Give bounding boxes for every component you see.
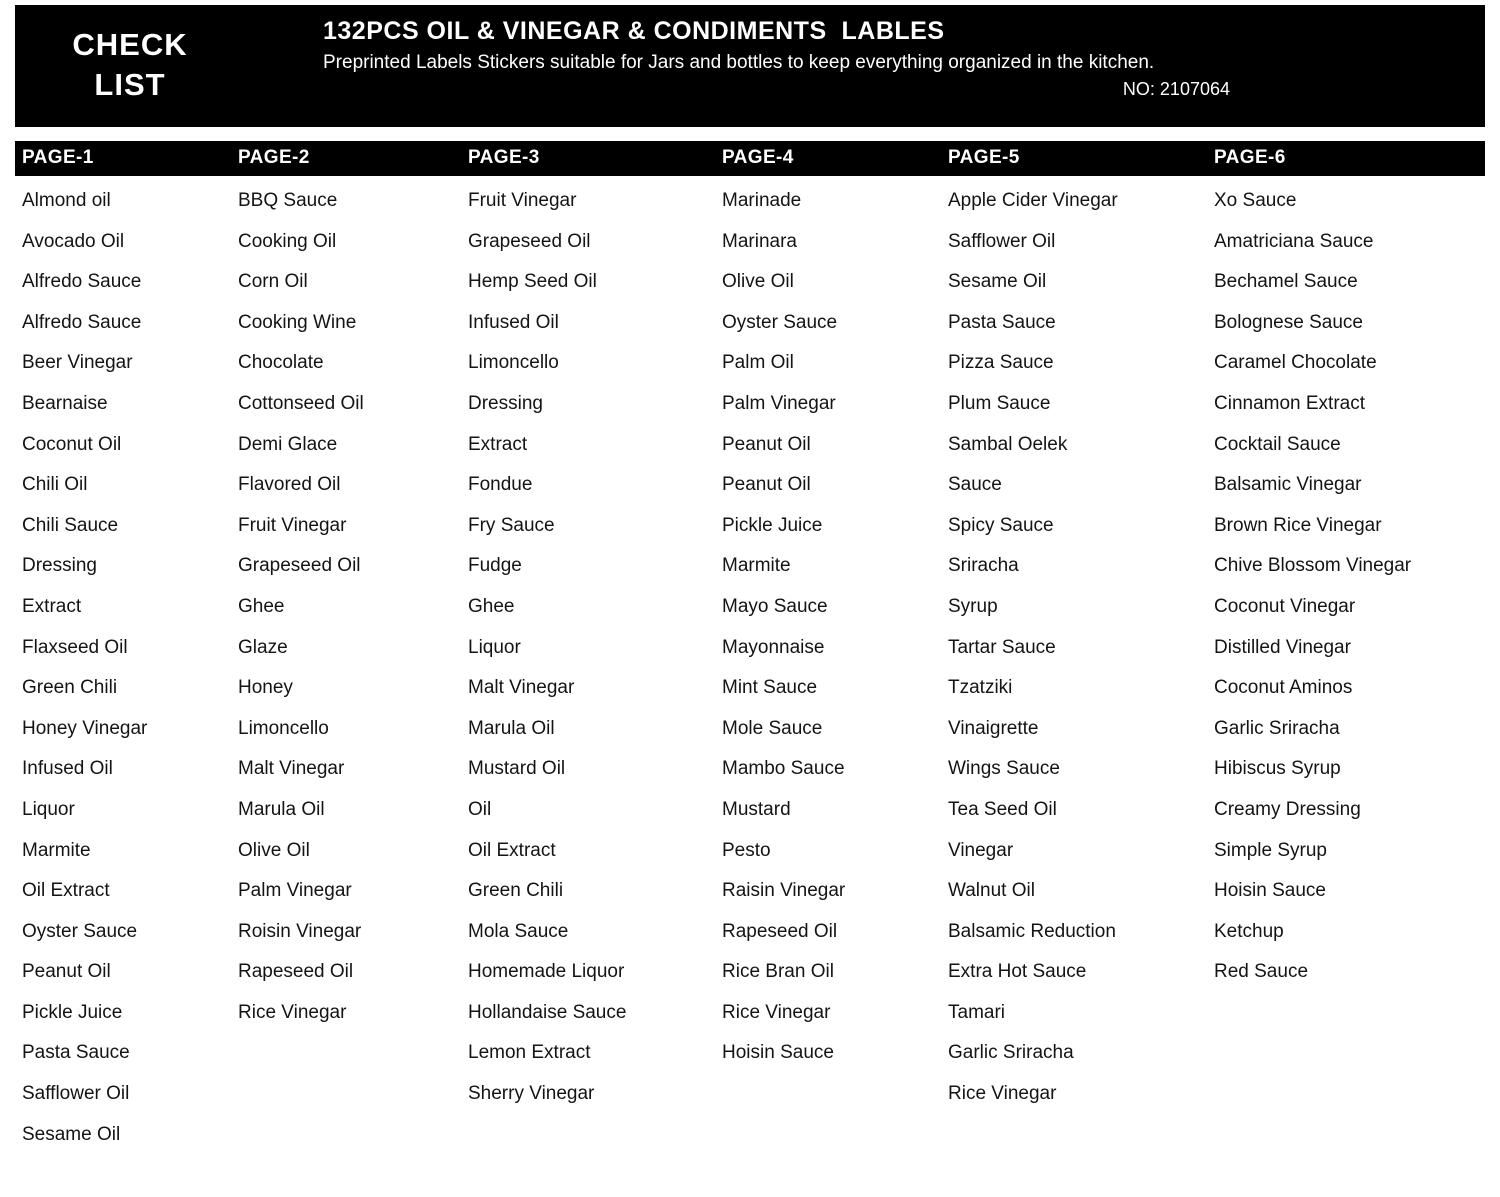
list-item: Ghee: [238, 595, 285, 617]
page-header-6: PAGE-6: [1214, 147, 1286, 168]
list-item: Rice Vinegar: [722, 1001, 831, 1023]
list-item: Fry Sauce: [468, 514, 555, 536]
list-item: BBQ Sauce: [238, 190, 338, 211]
list-item: Extra Hot Sauce: [948, 961, 1087, 983]
list-item: Olive Oil: [722, 271, 794, 293]
page-header-4: PAGE-4: [722, 147, 794, 168]
list-item: Roisin Vinegar: [238, 920, 362, 942]
page-header-grid: [15, 141, 1485, 176]
list-item: Wings Sauce: [948, 758, 1060, 780]
list-item: Red Sauce: [1214, 961, 1309, 983]
list-item: Rapeseed Oil: [238, 961, 354, 983]
list-item: Hemp Seed Oil: [468, 271, 597, 293]
list-item: Mayonnaise: [722, 636, 825, 658]
list-item: Sherry Vinegar: [468, 1083, 595, 1105]
list-item: Grapeseed Oil: [468, 230, 591, 252]
list-item: Oil Extract: [468, 839, 556, 861]
list-item: Oil: [468, 798, 492, 820]
list-item: Palm Vinegar: [722, 392, 836, 414]
page-column-6: [1214, 181, 1478, 1155]
list-item: Liquor: [468, 636, 521, 658]
list-item: Sesame Oil: [948, 271, 1047, 293]
list-item: Fruit Vinegar: [468, 190, 577, 211]
document-header: [15, 5, 1485, 127]
list-item: Extract: [22, 595, 82, 617]
list-item: Cottonseed Oil: [238, 392, 364, 414]
list-item: Cinnamon Extract: [1214, 392, 1366, 414]
list-item: Balsamic Reduction: [948, 920, 1116, 942]
list-item: Pizza Sauce: [948, 352, 1054, 374]
list-item: Oyster Sauce: [722, 311, 838, 333]
list-item: Pesto: [722, 839, 771, 861]
list-item: Tzatziki: [948, 677, 1013, 699]
list-item: Tamari: [948, 1001, 1006, 1023]
list-item: Rapeseed Oil: [722, 920, 838, 942]
page-column-2: [238, 181, 468, 1155]
list-item: Rice Bran Oil: [722, 961, 834, 983]
list-item: Vinaigrette: [948, 717, 1039, 739]
list-item: Sesame Oil: [22, 1123, 121, 1145]
list-item: Pasta Sauce: [948, 311, 1056, 333]
list-item: Hoisin Sauce: [1214, 880, 1326, 902]
document-subtitle: Preprinted Labels Stickers suitable for Jars and bottles to keep everything organized in the kitchen.: [323, 52, 1155, 73]
list-item: Peanut Oil: [22, 961, 111, 983]
list-item: Almond oil: [22, 190, 111, 211]
list-item: Olive Oil: [238, 839, 310, 861]
list-item: Marula Oil: [238, 798, 325, 820]
list-item: Avocado Oil: [22, 230, 125, 252]
list-item: Rice Vinegar: [948, 1083, 1057, 1105]
list-item: Tartar Sauce: [948, 636, 1056, 658]
list-item: Brown Rice Vinegar: [1214, 514, 1382, 536]
page-header-bar: [15, 141, 1485, 176]
list-item: Alfredo Sauce: [22, 271, 142, 293]
list-item: Honey Vinegar: [22, 717, 148, 739]
list-item: Dressing: [468, 392, 543, 414]
list-item: Safflower Oil: [948, 230, 1056, 252]
list-item: Marula Oil: [468, 717, 555, 739]
list-item: Tea Seed Oil: [948, 798, 1057, 820]
list-item: Plum Sauce: [948, 392, 1051, 414]
list-item: Palm Oil: [722, 352, 794, 374]
list-item: Flavored Oil: [238, 474, 341, 496]
list-item: Marmite: [22, 839, 91, 861]
document-title: 132PCS OIL & VINEGAR & CONDIMENTS LABLES: [323, 17, 945, 45]
list-item: Chili Oil: [22, 474, 88, 496]
list-item: Extract: [468, 433, 528, 455]
list-item: Grapeseed Oil: [238, 555, 361, 577]
list-item: Marinara: [722, 230, 797, 252]
list-item: Chive Blossom Vinegar: [1214, 555, 1412, 577]
list-item: Fudge: [468, 555, 522, 577]
list-item: Dressing: [22, 555, 97, 577]
list-item: Pickle Juice: [22, 1001, 123, 1023]
list-item: Chili Sauce: [22, 514, 119, 536]
list-item: Hibiscus Syrup: [1214, 758, 1341, 780]
list-item: Glaze: [238, 636, 288, 658]
list-item: Bechamel Sauce: [1214, 271, 1358, 293]
list-item: Sriracha: [948, 555, 1019, 577]
list-item: Sambal Oelek: [948, 433, 1068, 455]
list-item: Ghee: [468, 595, 515, 617]
list-item: Palm Vinegar: [238, 880, 352, 902]
list-item: Mint Sauce: [722, 677, 818, 699]
list-item: Apple Cider Vinegar: [948, 190, 1118, 211]
list-item: Chocolate: [238, 352, 324, 374]
list-item: Infused Oil: [22, 758, 113, 780]
list-item: Limoncello: [238, 717, 329, 739]
list-item: Malt Vinegar: [468, 677, 575, 699]
list-item: Malt Vinegar: [238, 758, 345, 780]
list-item: Liquor: [22, 798, 75, 820]
list-item: Bolognese Sauce: [1214, 311, 1363, 333]
list-item: Rice Vinegar: [238, 1001, 347, 1023]
list-item: Fondue: [468, 474, 533, 496]
list-item: Green Chili: [22, 677, 118, 699]
list-item: Lemon Extract: [468, 1042, 591, 1064]
list-item: Bearnaise: [22, 392, 108, 414]
list-item: Mayo Sauce: [722, 595, 828, 617]
list-item: Peanut Oil: [722, 433, 811, 455]
list-item: Marmite: [722, 555, 791, 577]
list-item: Walnut Oil: [948, 880, 1035, 902]
list-item: Hollandaise Sauce: [468, 1001, 627, 1023]
list-item: Sauce: [948, 474, 1002, 496]
list-item: Cooking Wine: [238, 311, 357, 333]
page-column-4: [722, 181, 948, 1155]
list-item: Flaxseed Oil: [22, 636, 128, 658]
brand-title: CHECK LIST: [72, 27, 188, 103]
list-item: Marinade: [722, 190, 802, 211]
list-item: Cooking Oil: [238, 230, 337, 252]
page-column-3: [468, 181, 722, 1155]
list-item: Pickle Juice: [722, 514, 823, 536]
list-item: Vinegar: [948, 839, 1014, 861]
list-item: Honey: [238, 677, 293, 699]
list-item: Green Chili: [468, 880, 564, 902]
list-item: Mustard Oil: [468, 758, 566, 780]
list-item: Balsamic Vinegar: [1214, 474, 1362, 496]
list-item: Alfredo Sauce: [22, 311, 142, 333]
list-item: Mambo Sauce: [722, 758, 845, 780]
document-number: NO: 2107064: [1122, 79, 1230, 99]
list-item: Syrup: [948, 595, 998, 617]
list-item: Xo Sauce: [1214, 190, 1297, 211]
page-header-1: PAGE-1: [22, 147, 94, 168]
list-item: Mola Sauce: [468, 920, 569, 942]
list-item: Safflower Oil: [22, 1083, 130, 1105]
list-item: Oil Extract: [22, 880, 110, 902]
list-item: Garlic Sriracha: [1214, 717, 1340, 739]
pages-grid: [15, 181, 1485, 1155]
list-item: Peanut Oil: [722, 474, 811, 496]
list-item: Amatriciana Sauce: [1214, 230, 1374, 252]
list-item: Distilled Vinegar: [1214, 636, 1351, 658]
brand-box: [15, 17, 245, 106]
page-column-1: [22, 181, 238, 1155]
list-item: Beer Vinegar: [22, 352, 133, 374]
list-item: Fruit Vinegar: [238, 514, 347, 536]
list-item: Limoncello: [468, 352, 559, 374]
list-item: Raisin Vinegar: [722, 880, 846, 902]
page-header-2: PAGE-2: [238, 147, 310, 168]
list-item: Infused Oil: [468, 311, 559, 333]
list-item: Spicy Sauce: [948, 514, 1054, 536]
list-item: Homemade Liquor: [468, 961, 625, 983]
page-header-5: PAGE-5: [948, 147, 1020, 168]
list-item: Simple Syrup: [1214, 839, 1327, 861]
list-item: Hoisin Sauce: [722, 1042, 834, 1064]
page-column-5: [948, 181, 1214, 1155]
page-header-3: PAGE-3: [468, 147, 540, 168]
header-main: [245, 17, 1485, 100]
list-item: Mustard: [722, 798, 791, 820]
list-item: Demi Glace: [238, 433, 338, 455]
list-item: Caramel Chocolate: [1214, 352, 1377, 374]
list-item: Garlic Sriracha: [948, 1042, 1074, 1064]
list-item: Coconut Vinegar: [1214, 595, 1356, 617]
list-item: Coconut Aminos: [1214, 677, 1353, 699]
list-item: Oyster Sauce: [22, 920, 138, 942]
list-item: Coconut Oil: [22, 433, 122, 455]
list-item: Mole Sauce: [722, 717, 823, 739]
list-item: Ketchup: [1214, 920, 1284, 942]
list-item: Corn Oil: [238, 271, 308, 293]
list-item: Cocktail Sauce: [1214, 433, 1341, 455]
list-item: Creamy Dressing: [1214, 798, 1361, 820]
list-item: Pasta Sauce: [22, 1042, 130, 1064]
